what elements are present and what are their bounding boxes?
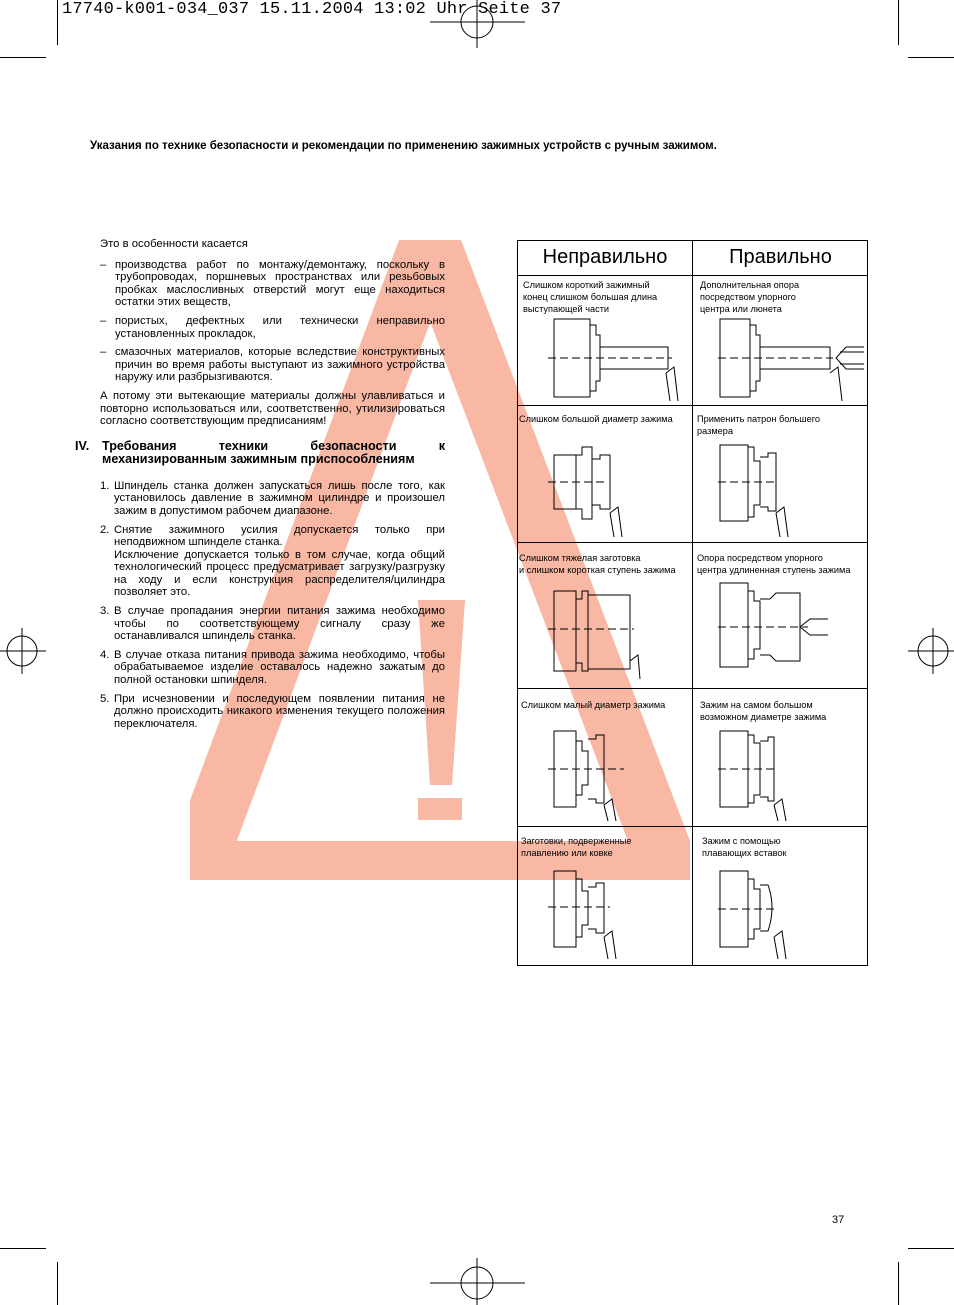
crop-mark xyxy=(57,0,58,45)
page-number: 37 xyxy=(832,1214,845,1226)
intro-text: Это в особенности касается xyxy=(100,238,248,250)
cell-right-4: Зажим на самом большом возможном диаметре зажима xyxy=(700,700,827,723)
cell-wrong-3: Слишком тяжелая заготовка и слишком короткая ступень зажима xyxy=(519,553,676,576)
crop-mark xyxy=(898,0,899,45)
cell-right-5: Зажим с помощью плавающих вставок xyxy=(702,836,787,859)
registration-mark-left xyxy=(0,628,46,674)
chuck-diagram-bigger-chuck xyxy=(718,441,868,541)
section-heading: IV. Требования техники безопасности к механизированным зажимным приспособлениям xyxy=(75,438,445,467)
column-header-right: Правильно xyxy=(729,246,832,268)
cell-right-1: Дополнительная опора посредством упорного центра или люнета xyxy=(700,280,800,315)
list-item: – смазочных материалов, которые вследствие конструктивных причин во время работы выступают из зажимного устройства наружу или разбрызгиваются. xyxy=(100,346,445,384)
column-header-wrong: Неправильно xyxy=(542,246,668,268)
cell-right-3: Опора посредством упорного центра удлиненная ступень зажима xyxy=(697,553,851,576)
body-column xyxy=(75,238,445,730)
list-item: 4. В случае отказа питания привода зажима необходимо, чтобы обрабатываемое изделие оставалось надежно зажатым до полной остановки шпинделя. xyxy=(100,648,445,687)
chuck-diagram-forged-workpiece xyxy=(548,867,688,967)
chuck-diagram-short-clamp xyxy=(548,317,688,401)
registration-mark-bottom xyxy=(430,1258,525,1305)
cell-wrong-5: Заготовки, подверженные плавлению или ковке xyxy=(521,836,632,859)
paragraph: А потому эти вытекающие материалы должны улавливаться и повторно использоваться или, соответственно, утилизироваться согласно соответствующим предписаниям! xyxy=(100,389,445,428)
chuck-diagram-heavy-workpiece xyxy=(548,579,688,683)
chuck-diagram-floating-inserts xyxy=(718,867,868,967)
print-header: 17740-k001-034_037 15.11.2004 13:02 Uhr Seite 37 xyxy=(62,0,562,19)
chuck-diagram-large-diameter xyxy=(548,441,688,541)
registration-mark-right xyxy=(908,628,954,674)
cell-wrong-1: Слишком короткий зажимный конец слишком большая длина выступающей части xyxy=(523,280,658,315)
crop-mark xyxy=(57,1262,58,1305)
chuck-diagram-max-diameter xyxy=(718,725,868,825)
comparison-table xyxy=(517,240,868,966)
chuck-diagram-tailstock-long-step xyxy=(718,579,868,683)
crop-mark xyxy=(908,1248,954,1249)
list-item: 5. При исчезновении и последующем появлении питания не должно происходить никакого изменения текущего положения переключателя. xyxy=(100,692,445,730)
crop-mark xyxy=(0,1248,46,1249)
cell-wrong-4: Слишком малый диаметр зажима xyxy=(521,700,666,710)
list-item: 1. Шпиндель станка должен запускаться лишь после того, как установилось давление в зажимном цилиндре и произошел зажим в допустимом рабочем диапазоне. xyxy=(100,479,445,517)
cell-wrong-2: Слишком большой диаметр зажима xyxy=(519,414,673,424)
list-item: 2. Снятие зажимного усилия допускается только при неподвижном шпинделе станка. Исключение допускается только в том случае, когда общий технологический процесс предусматривает загрузку/разгрузку на ходу и если конструкция распределителя/цилиндра позволяет это. xyxy=(100,523,445,599)
crop-mark xyxy=(0,57,46,58)
cell-right-2: Применить патрон большего размера xyxy=(697,414,821,437)
chuck-diagram-small-diameter xyxy=(548,725,688,825)
list-item: – пористых, дефектных или технически неправильно установленных прокладок, xyxy=(100,314,445,340)
chuck-diagram-tailstock-support xyxy=(718,317,868,401)
list-item: – производства работ по монтажу/демонтажу, поскольку в трубопроводах, поршневых пространствах или резьбовых пробках маслосливных отверстий могут еще находиться остатки этих веществ, xyxy=(100,258,445,309)
document-title: Указания по технике безопасности и рекомендации по применению зажимных устройств с ручным зажимом. xyxy=(90,140,717,152)
crop-mark xyxy=(908,57,954,58)
list-item: 3. В случае пропадания энергии питания зажима необходимо чтобы по соответствующему сигналу сразу же останавливался шпиндель станка. xyxy=(100,605,445,643)
crop-mark xyxy=(898,1262,899,1305)
